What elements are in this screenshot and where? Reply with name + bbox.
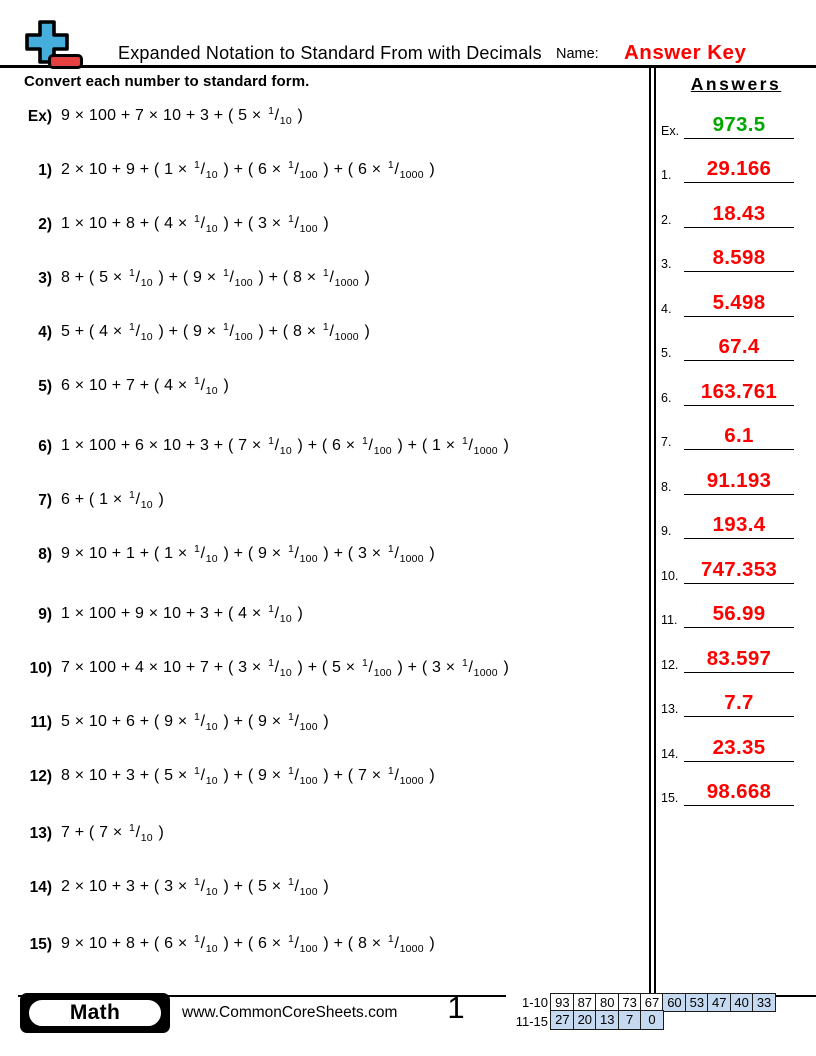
answer-10	[656, 550, 816, 584]
problem-ex	[0, 104, 645, 128]
answer-value: 67.4	[718, 335, 760, 359]
answer-value: 56.99	[712, 602, 766, 626]
minus-icon	[48, 54, 83, 69]
problem-7	[0, 488, 645, 512]
answer-label: 3.	[661, 257, 672, 271]
answer-value: 18.43	[712, 202, 766, 226]
answer-label: 11.	[661, 613, 678, 627]
answer-value: 5.498	[712, 291, 766, 315]
answer-13	[656, 683, 816, 717]
answer-blank-line	[684, 505, 794, 539]
score-cell: 27	[550, 1010, 574, 1030]
problem-number: Ex)	[27, 108, 52, 125]
answer-5	[656, 327, 816, 361]
score-cell: 73	[618, 993, 642, 1012]
problem-number: 10)	[29, 660, 52, 677]
problem-expression: 7 + ( $7 \times ^1/_{10}$ )	[61, 821, 165, 845]
answer-label: 7.	[661, 435, 672, 449]
problem-expression: 9 × 10 + 8 + ( $6 \times ^1/_{10}$ ) + ( $6 \times ^1/_{100}$ ) + ( $8 \times ^1/_{1000}$ )	[61, 932, 435, 956]
answer-6	[656, 372, 816, 406]
answer-value: 83.597	[706, 647, 772, 671]
answer-label: 8.	[661, 480, 672, 494]
answer-blank-line	[684, 416, 794, 450]
score-cell: 53	[685, 993, 709, 1012]
problem-number: 8)	[38, 546, 52, 563]
answer-label: 12.	[661, 658, 679, 672]
score-cell: 60	[662, 993, 686, 1012]
answer-blank-line	[684, 283, 794, 317]
score-cell: 47	[707, 993, 731, 1012]
problem-9	[0, 602, 645, 626]
score-grid	[506, 993, 776, 1031]
score-cell: 33	[752, 993, 776, 1012]
answer-value: 8.598	[712, 246, 766, 270]
answer-blank-line	[684, 728, 794, 762]
problem-expression: 8 × 10 + 3 + ( $5 \times ^1/_{10}$ ) + ( $9 \times ^1/_{100}$ ) + ( $7 \times ^1/_{1000}$ )	[61, 764, 435, 788]
answer-11	[656, 594, 816, 628]
answer-label: 2.	[661, 213, 672, 227]
problem-expression: 6 + ( $1 \times ^1/_{10}$ )	[61, 488, 165, 512]
score-cell: 7	[618, 1010, 642, 1030]
problem-10	[0, 656, 645, 680]
page-title: Expanded Notation to Standard From with Decimals	[118, 43, 542, 63]
score-cell: 13	[595, 1010, 619, 1030]
brand-box	[20, 993, 170, 1033]
answer-blank-line	[684, 238, 794, 272]
problem-expression: 1 × 100 + 9 × 10 + 3 + ( $4 \times ^1/_{10}$ )	[61, 602, 304, 626]
problem-expression: 5 + ( $4 \times ^1/_{10}$ ) + ( $9 \times ^1/_{100}$ ) + ( $8 \times ^1/_{1000}$ )	[61, 320, 370, 344]
answer-blank-line	[684, 327, 794, 361]
score-row-label: 1-10	[506, 993, 552, 1012]
answer-1	[656, 149, 816, 183]
answer-value: 193.4	[712, 513, 766, 537]
score-cell: 80	[595, 993, 619, 1012]
answer-value: 163.761	[700, 380, 778, 404]
problem-5	[0, 374, 645, 398]
problem-13	[0, 821, 645, 845]
answer-label: 15.	[661, 791, 679, 805]
commoncoresheets-logo	[22, 18, 84, 70]
problem-number: 9)	[38, 606, 52, 623]
answer-blank-line	[684, 772, 794, 806]
problem-expression: 8 + ( $5 \times ^1/_{10}$ ) + ( $9 \times ^1/_{100}$ ) + ( $8 \times ^1/_{1000}$ )	[61, 266, 370, 290]
problem-number: 3)	[38, 270, 52, 287]
answer-value: 91.193	[706, 469, 772, 493]
problem-11	[0, 710, 645, 734]
problem-number: 2)	[38, 216, 52, 233]
score-row-1-10	[506, 993, 776, 1012]
score-cell: 40	[730, 993, 754, 1012]
problem-number: 13)	[29, 825, 52, 842]
problem-expression: 9 × 100 + 7 × 10 + 3 + ( $5 \times ^1/_{10}$ )	[61, 104, 304, 128]
answers-heading: Answers	[690, 74, 782, 94]
problem-number: 12)	[29, 768, 52, 785]
brand-label: Math	[69, 1001, 121, 1024]
score-cell: 20	[573, 1010, 597, 1030]
problem-expression: 2 × 10 + 3 + ( $3 \times ^1/_{10}$ ) + ( $5 \times ^1/_{100}$ )	[61, 875, 329, 899]
answer-blank-line	[684, 461, 794, 495]
answer-blank-line	[684, 194, 794, 228]
problem-8	[0, 542, 645, 566]
problem-3	[0, 266, 645, 290]
problem-2	[0, 212, 645, 236]
answer-7	[656, 416, 816, 450]
problem-number: 11)	[30, 714, 52, 731]
problem-number: 6)	[38, 438, 52, 455]
problem-number: 7)	[38, 492, 52, 509]
answer-value: 6.1	[724, 424, 754, 448]
score-cell: 0	[640, 1010, 664, 1030]
problem-expression: 6 × 10 + 7 + ( $4 \times ^1/_{10}$ )	[61, 374, 229, 398]
answer-blank-line	[684, 639, 794, 673]
problem-expression: 2 × 10 + 9 + ( $1 \times ^1/_{10}$ ) + ( $6 \times ^1/_{100}$ ) + ( $6 \times ^1/_{1000}$ )	[61, 158, 435, 182]
problem-number: 14)	[29, 879, 52, 896]
answer-label: 6.	[661, 391, 672, 405]
problem-expression: 1 × 10 + 8 + ( $4 \times ^1/_{10}$ ) + ( $3 \times ^1/_{100}$ )	[61, 212, 329, 236]
answer-3	[656, 238, 816, 272]
name-label: Name:	[556, 46, 599, 62]
answer-ex	[656, 105, 816, 139]
answer-blank-line	[684, 683, 794, 717]
answer-label: 4.	[661, 302, 672, 316]
problem-15	[0, 932, 645, 956]
score-row-label: 11-15	[506, 1012, 552, 1031]
page-number: 1	[447, 990, 465, 1025]
problem-1	[0, 158, 645, 182]
answer-label: 10.	[661, 569, 679, 583]
answer-value: 7.7	[724, 691, 754, 715]
problem-number: 4)	[38, 324, 52, 341]
answer-label: 1.	[661, 168, 672, 182]
answers-column	[656, 68, 816, 995]
answer-8	[656, 461, 816, 495]
problem-expression: 1 × 100 + 6 × 10 + 3 + ( $7 \times ^1/_{10}$ ) + ( $6 \times ^1/_{100}$ ) + ( $1 \times ^1/_{1000}$ )	[61, 434, 510, 458]
brand-pill	[27, 998, 163, 1028]
score-cell: 87	[573, 993, 597, 1012]
answer-4	[656, 283, 816, 317]
answer-blank-line	[684, 105, 794, 139]
answer-value: 747.353	[700, 558, 778, 582]
answer-label: Ex.	[661, 124, 680, 138]
answer-key-text: Answer Key	[624, 41, 747, 64]
score-cell: 67	[640, 993, 664, 1012]
problem-6	[0, 434, 645, 458]
problem-number: 5)	[38, 378, 52, 395]
answer-12	[656, 639, 816, 673]
answer-9	[656, 505, 816, 539]
problem-4	[0, 320, 645, 344]
answer-value: 973.5	[712, 113, 766, 137]
answer-2	[656, 194, 816, 228]
answer-value: 29.166	[706, 157, 772, 181]
score-row-11-15	[506, 1012, 776, 1031]
answer-blank-line	[684, 149, 794, 183]
website-link: www.CommonCoreSheets.com	[182, 1004, 398, 1021]
problem-expression: 5 × 10 + 6 + ( $9 \times ^1/_{10}$ ) + ( $9 \times ^1/_{100}$ )	[61, 710, 329, 734]
answer-value: 23.35	[712, 736, 766, 760]
answer-label: 14.	[661, 747, 679, 761]
answer-blank-line	[684, 372, 794, 406]
problem-expression: 7 × 100 + 4 × 10 + 7 + ( $3 \times ^1/_{10}$ ) + ( $5 \times ^1/_{100}$ ) + ( $3 \times ^1/_{1000}$ )	[61, 656, 510, 680]
column-divider	[649, 68, 656, 995]
answer-label: 13.	[661, 702, 679, 716]
answer-14	[656, 728, 816, 762]
problem-expression: 9 × 10 + 1 + ( $1 \times ^1/_{10}$ ) + ( $9 \times ^1/_{100}$ ) + ( $3 \times ^1/_{1000}$ )	[61, 542, 435, 566]
answer-15	[656, 772, 816, 806]
score-cell: 93	[550, 993, 574, 1012]
instructions: Convert each number to standard form.	[24, 73, 310, 90]
answer-value: 98.668	[706, 780, 772, 804]
answer-label: 5.	[661, 346, 672, 360]
answer-blank-line	[684, 594, 794, 628]
answer-label: 9.	[661, 524, 672, 538]
problem-number: 1)	[38, 162, 52, 179]
answer-blank-line	[684, 550, 794, 584]
problem-number: 15)	[29, 936, 52, 953]
problem-12	[0, 764, 645, 788]
problem-14	[0, 875, 645, 899]
